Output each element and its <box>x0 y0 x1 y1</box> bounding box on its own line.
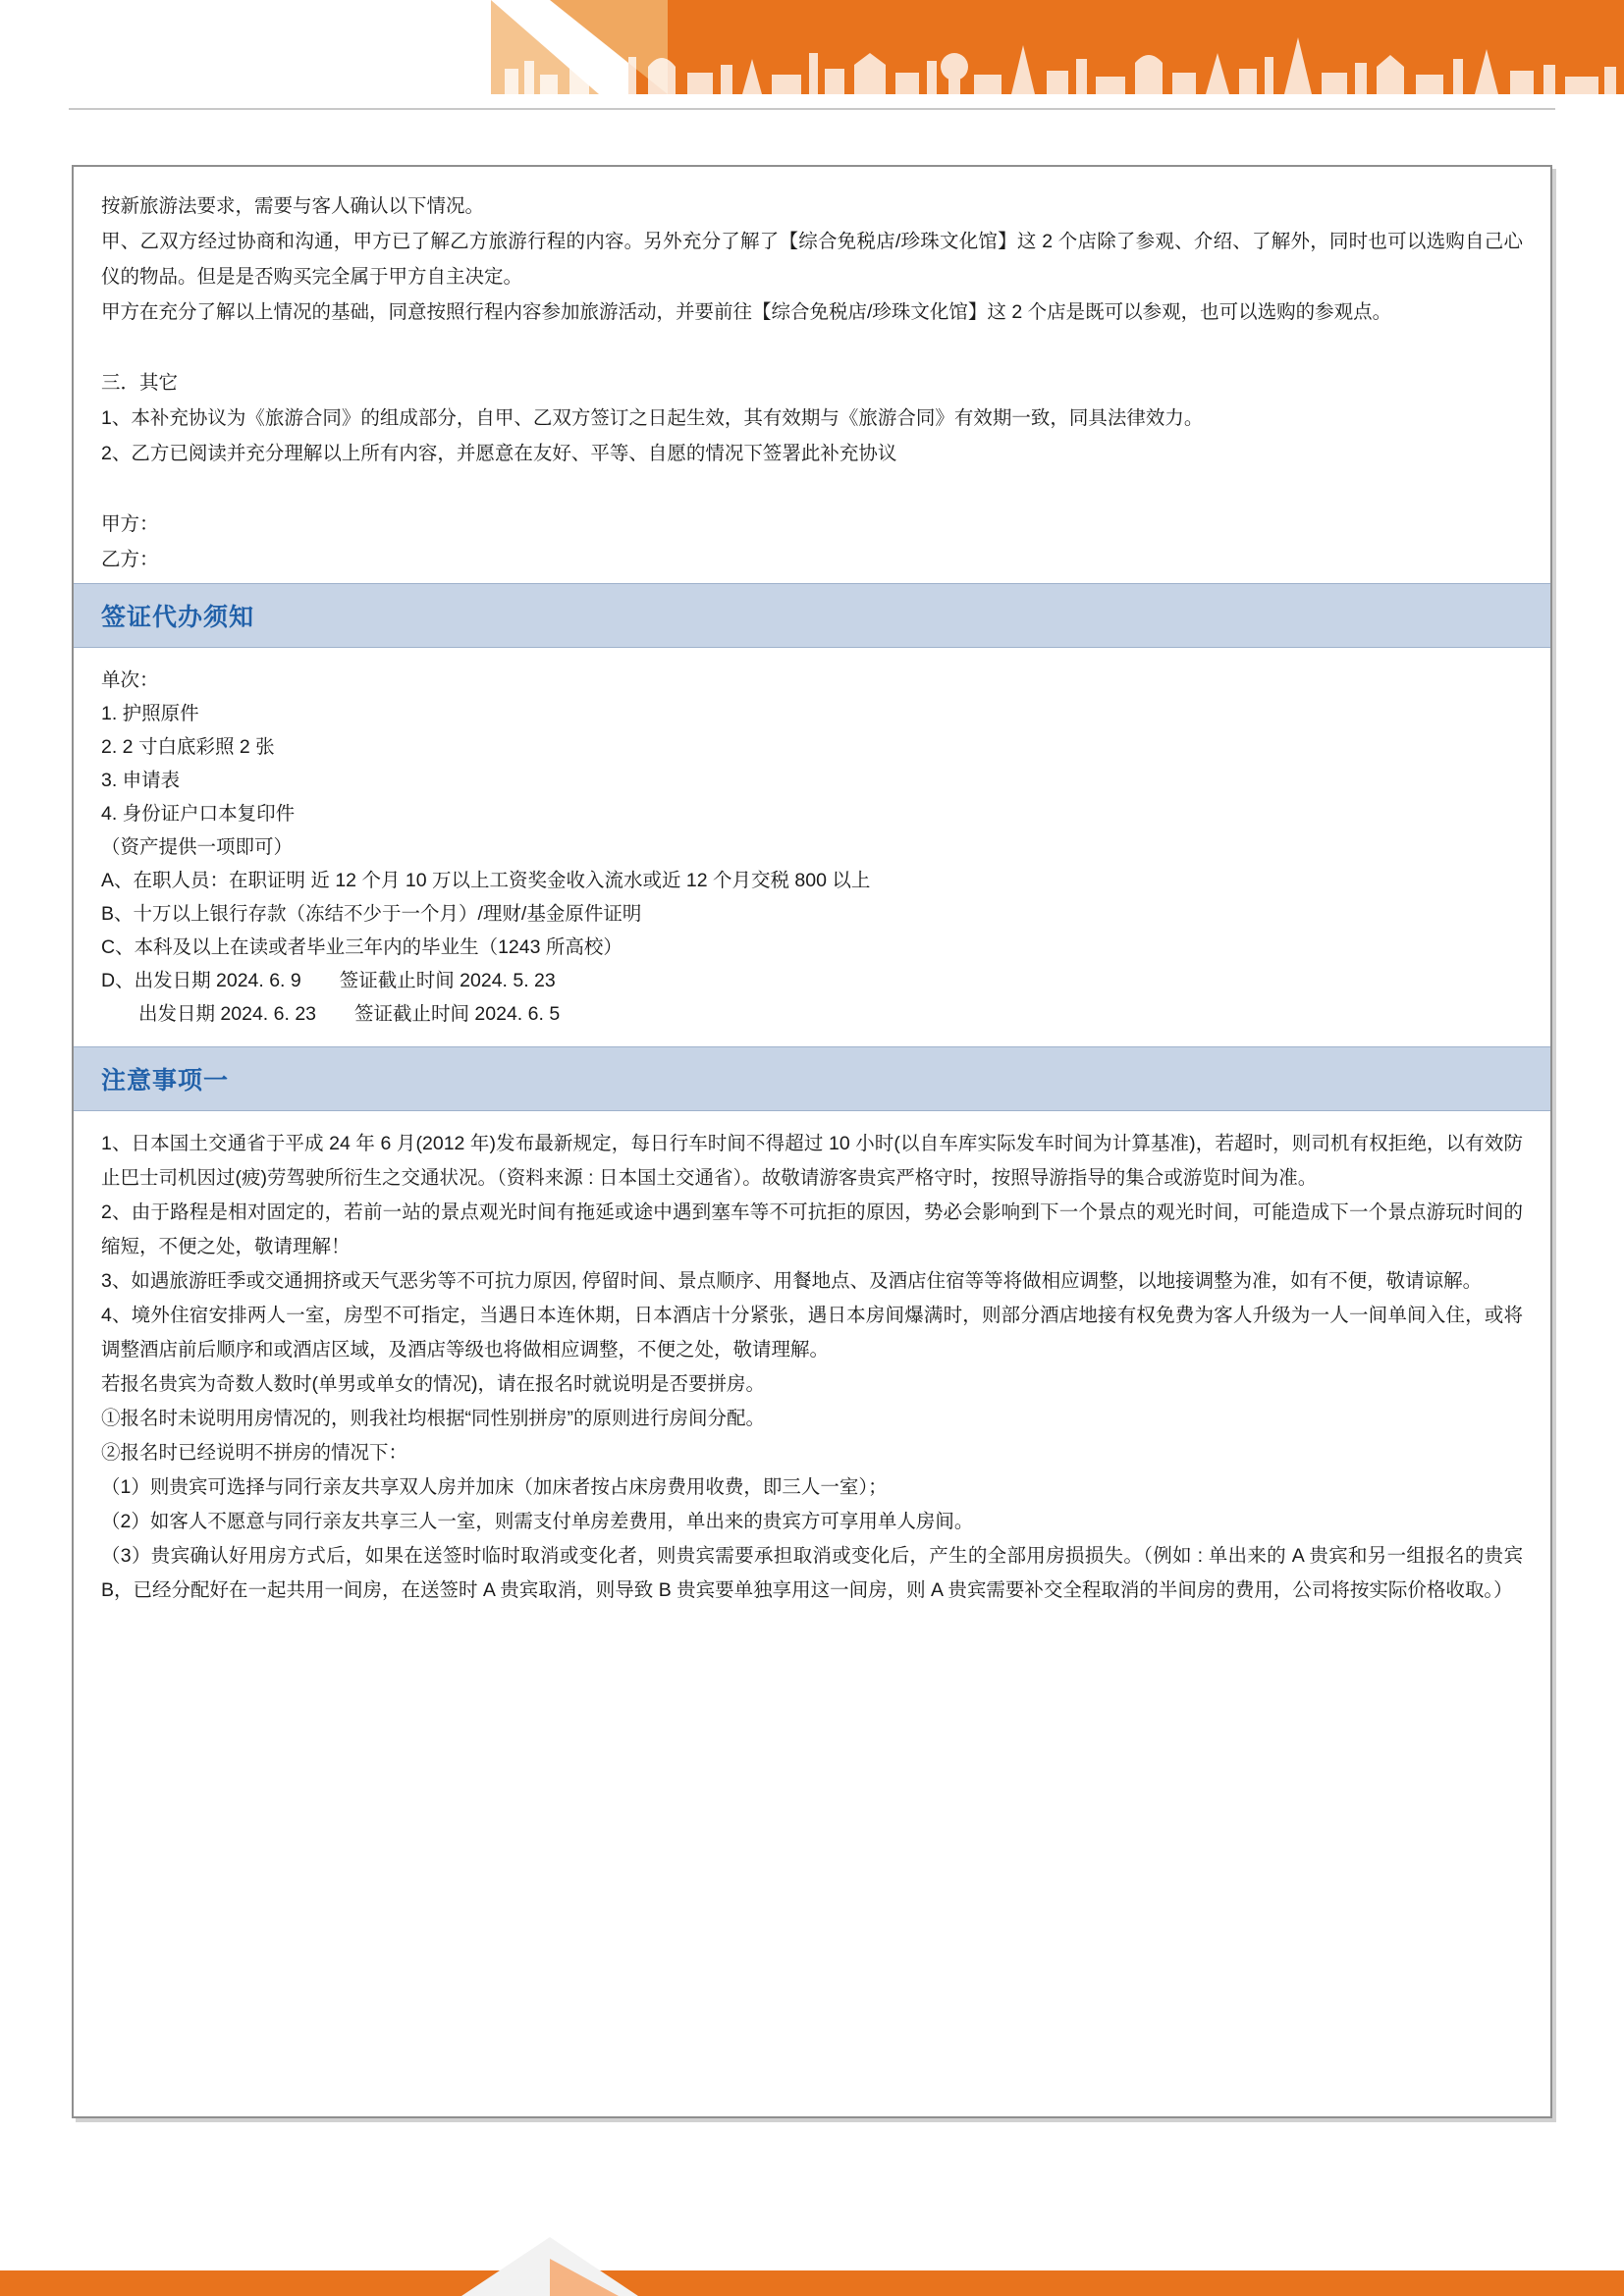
city-skyline-icon <box>485 24 1624 94</box>
header-divider <box>69 108 1555 110</box>
other-section-heading: 三．其它 <box>101 372 179 394</box>
visa-line-passport: 1. 护照原件 <box>101 703 199 724</box>
notice-section-header <box>74 1046 1550 1111</box>
visa-section-body <box>74 648 1550 1046</box>
visa-line-option-d-second: 出发日期 2024. 6. 23 签证截止时间 2024. 6. 5 <box>138 1003 561 1025</box>
notice-section-body <box>74 1111 1550 1618</box>
other-section-item-2: 2、乙方已阅读并充分理解以上所有内容，并愿意在友好、平等、自愿的情况下签署此补充协议 <box>101 443 897 464</box>
visa-line-photo: 2. 2 寸白底彩照 2 张 <box>101 736 275 758</box>
other-section-item-1: 1、本补充协议为《旅游合同》的组成部分，自甲、乙双方签订之日起生效，其有效期与《旅游合同》有效期一致，同具法律效力。 <box>101 407 1204 429</box>
notice-item-3: 3、如遇旅游旺季或交通拥挤或天气恶劣等不可抗力原因, 停留时间、景点顺序、用餐地点、及酒店住宿等等将做相应调整，以地接调整为准，如有不便，敬请谅解。 <box>101 1270 1483 1292</box>
signature-party-b: 乙方： <box>101 549 159 570</box>
notice-item-sub-3: （3）贵宾确认好用房方式后，如果在送签时临时取消或变化者，则贵宾需要承担取消或变化后，产生的全部用房损损失。（例如 : 单出来的 A 贵宾和另一组报名的贵宾 B，已经分配好在一起共用一间房，在送签时 A 贵宾取消，则导致 B 贵宾要单独享用这一间房，则 A 贵宾需要补交全程取消的半间房的费用，公司将按实际价格收取。） <box>101 1545 1523 1601</box>
paragraph-shops-agreement: 甲方在充分了解以上情况的基础，同意按照行程内容参加旅游活动，并要前往【综合免税店/珍珠文化馆】这 2 个店是既可以参观，也可以选购的参观点。 <box>101 301 1392 323</box>
visa-line-asset-note: （资产提供一项即可） <box>101 836 294 858</box>
paragraph-confirm-intro: 按新旅游法要求，需要与客人确认以下情况。 <box>101 195 485 217</box>
visa-line-option-b: B、十万以上银行存款（冻结不少于一个月）/理财/基金原件证明 <box>101 903 642 925</box>
notice-item-4: 4、境外住宿安排两人一室，房型不可指定，当遇日本连休期，日本酒店十分紧张，遇日本房间爆满时，则部分酒店地接有权免费为客人升级为一人一间单间入住，或将调整酒店前后顺序和或酒店区域，及酒店等级也将做相应调整，不便之处，敬请理解。 <box>101 1305 1523 1361</box>
notice-item-odd-number: 若报名贵宾为奇数人数时(单男或单女的情况)，请在报名时就说明是否要拼房。 <box>101 1373 765 1395</box>
visa-section-title: 签证代办须知 <box>101 604 255 631</box>
notice-item-2: 2、由于路程是相对固定的，若前一站的景点观光时间有拖延或途中遇到塞车等不可抗拒的原因，势必会影响到下一个景点的观光时间，可能造成下一个景点游玩时间的缩短，不便之处，敬请理解！ <box>101 1201 1523 1257</box>
visa-section-header <box>74 583 1550 648</box>
paragraph-shops-explained: 甲、乙双方经过协商和沟通，甲方已了解乙方旅游行程的内容。另外充分了解了【综合免税店/珍珠文化馆】这 2 个店除了参观、介绍、了解外，同时也可以选购自己心仪的物品。但是是否购买完全属于甲方自主决定。 <box>101 231 1523 288</box>
header-decoration-band <box>0 0 1624 94</box>
signature-party-a: 甲方： <box>101 513 159 535</box>
visa-line-id-copy: 4. 身份证户口本复印件 <box>101 803 296 825</box>
notice-section-title: 注意事项一 <box>101 1067 230 1095</box>
visa-line-option-a: A、在职人员：在职证明 近 12 个月 10 万以上工资奖金收入流水或近 12 个月交税 800 以上 <box>101 870 871 891</box>
visa-line-option-c: C、本科及以上在读或者毕业三年内的毕业生（1243 所高校） <box>101 936 623 958</box>
footer-triangle-accent <box>550 2259 619 2296</box>
visa-line-single-entry: 单次： <box>101 669 159 691</box>
top-paragraphs <box>74 167 1550 583</box>
notice-item-circle-1: ①报名时未说明用房情况的，则我社均根据“同性别拼房”的原则进行房间分配。 <box>101 1408 765 1429</box>
document-page <box>72 165 1552 2118</box>
paragraph-gap-2 <box>101 471 1523 507</box>
notice-item-1: 1、日本国土交通省于平成 24 年 6 月(2012 年)发布最新规定，每日行车时间不得超过 10 小时(以自车库实际发车时间为计算基准)，若超时，则司机有权拒绝，以有效防止巴士司机因过(疲)劳驾驶所衍生之交通状况。（资料来源 : 日本国土交通省）。故敬请游客贵宾严格守时，按照导游指导的集合或游览时间为准。 <box>101 1133 1523 1189</box>
paragraph-gap-1 <box>101 330 1523 365</box>
visa-line-application-form: 3. 申请表 <box>101 770 181 791</box>
notice-item-circle-2: ②报名时已经说明不拼房的情况下： <box>101 1442 408 1464</box>
visa-line-option-d: D、出发日期 2024. 6. 9 签证截止时间 2024. 5. 23 <box>101 970 556 991</box>
notice-item-sub-2: （2）如客人不愿意与同行亲友共享三人一室，则需支付单房差费用，单出来的贵宾方可享用单人房间。 <box>101 1511 974 1532</box>
notice-item-sub-1: （1）则贵宾可选择与同行亲友共享双人房并加床（加床者按占床房费用收费，即三人一室）； <box>101 1476 888 1498</box>
footer-decoration-band <box>0 2237 1624 2296</box>
footer-orange-bar <box>0 2270 1624 2296</box>
